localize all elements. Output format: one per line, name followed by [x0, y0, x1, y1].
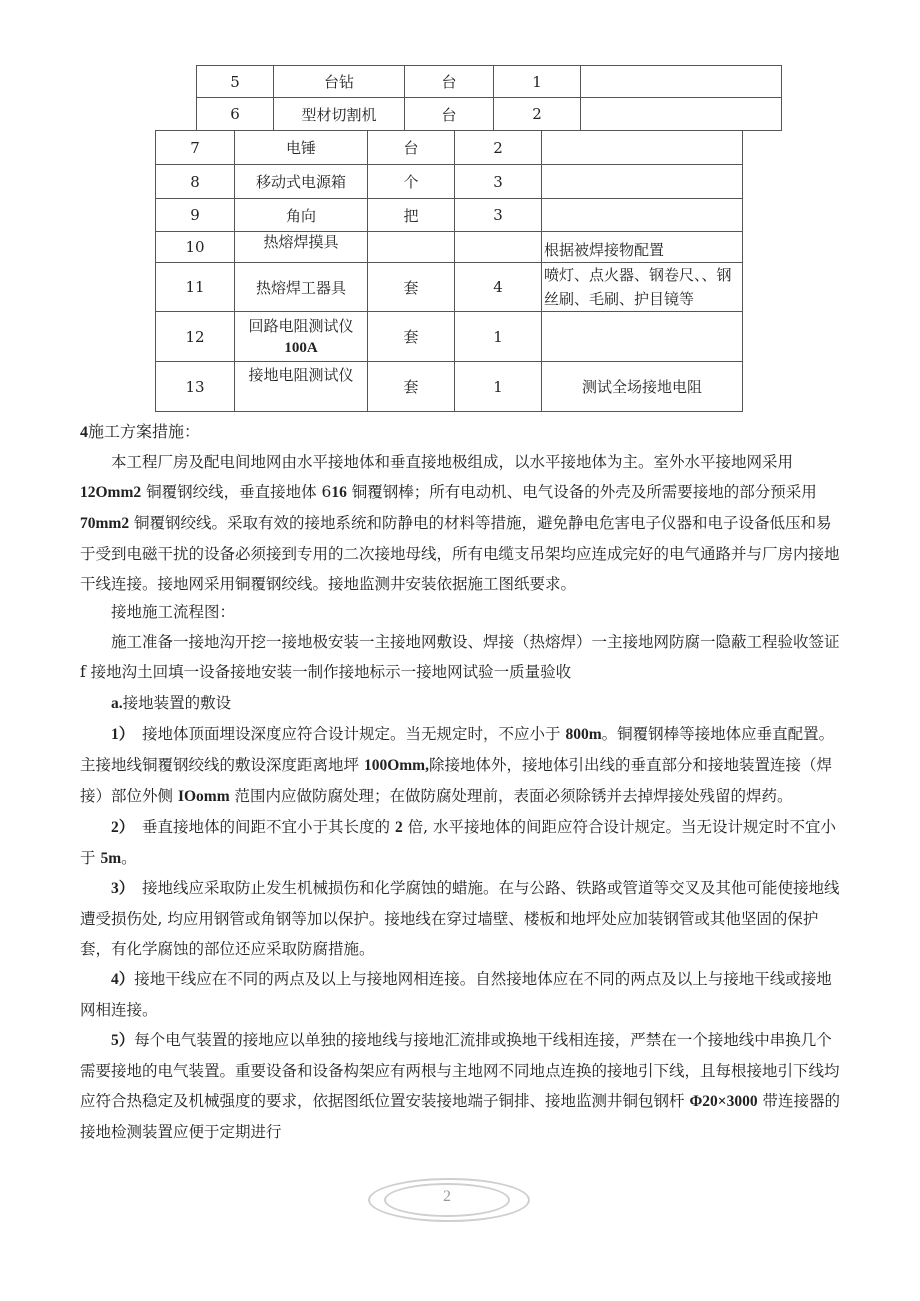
- section-number: 4: [80, 424, 88, 441]
- flow-text: 施工准备一接地沟开挖一接地极安装一主接地网敷设、焊接（热熔焊）一主接地网防腐一隐蔽工程验收签证 f 接地沟土回填一设备接地安装一制作接地标示一接地网试验一质量验收: [80, 633, 840, 681]
- page-number: 2: [443, 1188, 451, 1205]
- cell-unit: 台: [405, 98, 494, 131]
- cell-name: 型材切割机: [274, 98, 405, 131]
- intro-text-3: 铜覆钢棒；所有电动机、电气设备的外壳及所需要接地的部分预采用: [346, 483, 817, 501]
- section-heading: [80, 417, 845, 448]
- table-row: [156, 263, 743, 312]
- cell-name-line1: 回路电阻测试仪: [248, 316, 354, 335]
- cell-qty: 1: [455, 312, 542, 362]
- cell-unit: 套: [368, 312, 455, 362]
- cell-qty: 1: [455, 362, 542, 412]
- cell-note: 根据被焊接物配置: [542, 232, 743, 263]
- table-row: [156, 232, 743, 263]
- cell-no: 11: [156, 263, 235, 312]
- cell-unit: 把: [368, 199, 455, 232]
- cell-unit: [368, 232, 455, 263]
- list-item: 3） 接地线应采取防止发生机械损伤和化学腐蚀的蜡施。在与公路、铁路或管道等交叉及其他可能使接地线遭受损伤处, 均应用钢管或角钢等加以保护。接地线在穿过墙壁、楼板和地坪处应加装钢管或其他坚固的保护套，有化学腐蚀的部位还应采取防腐措施。: [80, 879, 840, 958]
- cell-no: 13: [156, 362, 235, 412]
- cell-name: 热熔焊工器具: [235, 263, 368, 312]
- page-number-badge: [368, 1178, 528, 1222]
- cell-qty: [455, 232, 542, 263]
- cell-qty: 3: [455, 199, 542, 232]
- table-row: [156, 312, 743, 362]
- table-row: [156, 199, 743, 232]
- subheading-title: 接地装置的敷设: [122, 694, 232, 712]
- cell-name: [235, 312, 368, 362]
- list-item: 1） 接地体顶面埋设深度应符合设计规定。当无规定时，不应小于 800m。铜覆钢棒等接地体应垂直配置。主接地线铜覆钢绞线的敷设深度距离地坪 100Omm,除接地体外，接地体引出线的垂直部分和接地装置连接（焊接）部位外侧 IOomm 范围内应做防腐处理；在做防腐处理前，表面必须除锈并去掉焊接处残留的焊药。: [80, 725, 835, 805]
- cell-no: 9: [156, 199, 235, 232]
- item-number: 5）: [111, 1032, 135, 1049]
- item-number: 2）: [111, 819, 127, 836]
- list-item: 2） 垂直接地体的间距不宜小于其长度的 2 倍, 水平接地体的间距应符合设计规定。当无设计规定时不宜小于 5m。: [80, 818, 836, 867]
- cell-note: 喷灯、点火器、钢卷尺、、钢丝刷、毛刷、护目镜等: [542, 263, 743, 312]
- cell-name: 台钻: [274, 66, 405, 98]
- cell-no: 8: [156, 165, 235, 199]
- cell-note: 测试全场接地电阻: [542, 362, 743, 412]
- subheading-label: a.: [111, 695, 123, 712]
- table-row: [197, 98, 782, 131]
- equipment-table-main: [155, 130, 743, 412]
- cell-name: 角向: [235, 199, 368, 232]
- cell-unit: 套: [368, 263, 455, 312]
- cell-unit: 套: [368, 362, 455, 412]
- table-row: [156, 362, 743, 412]
- intro-spec-70mm2: 70mm2: [80, 515, 130, 532]
- cell-no: 6: [197, 98, 274, 131]
- item-number: 4）: [111, 971, 135, 988]
- intro-text-1: 本工程厂房及配电间地网由水平接地体和垂直接地极组成，以水平接地体为主。室外水平接地网采用: [111, 453, 794, 471]
- cell-unit: 台: [368, 131, 455, 165]
- section-title: 施工方案措施：: [88, 422, 201, 441]
- cell-qty: 2: [455, 131, 542, 165]
- cell-note: [542, 312, 743, 362]
- cell-qty: 4: [455, 263, 542, 312]
- cell-note: [542, 131, 743, 165]
- cell-note: [542, 165, 743, 199]
- cell-qty: 1: [494, 66, 581, 98]
- cell-name: 接地电阻测试仪: [235, 362, 368, 412]
- flow-title: 接地施工流程图：: [111, 603, 236, 621]
- intro-text-2: 铜覆钢绞线，垂直接地体 6: [141, 483, 332, 501]
- intro-text-4: 铜覆钢绞线。采取有效的接地系统和防静电的材料等措施，避免静电危害电子仪器和电子设备低压和易于受到电磁干扰的设备必须接到专用的二次接地母线，所有电缆支吊架均应连成完好的电气通路并与厂房内接地干线连接。接地网采用铜覆钢绞线。接地监测井安装依据施工图纸要求。: [80, 514, 840, 593]
- item-number: 1）: [111, 726, 127, 743]
- intro-spec-16: 16: [331, 484, 347, 501]
- table-row: [197, 66, 782, 98]
- cell-note: [542, 199, 743, 232]
- list-item: 5）每个电气装置的接地应以单独的接地线与接地汇流排或换地干线相连接，严禁在一个接地线中串换几个需要接地的电气装置。重要设备和设备构架应有两根与主地网不同地点连换的接地引下线，且每根接地引下线均应符合热稳定及机械强度的要求，依据图纸位置安装接地端子铜排、接地监测井铜包钢杆 Φ20×3000 带连接器的接地检测装置应便于定期进行: [80, 1031, 841, 1141]
- cell-qty: 2: [494, 98, 581, 131]
- cell-note: [581, 66, 782, 98]
- intro-spec-120mm2: 12Omm2: [80, 484, 142, 501]
- cell-unit: 台: [405, 66, 494, 98]
- table-row: [156, 131, 743, 165]
- cell-name: 热熔焊摸具: [235, 232, 368, 263]
- list-item: 4）接地干线应在不同的两点及以上与接地网相连接。自然接地体应在不同的两点及以上与接地干线或接地网相连接。: [80, 970, 832, 1019]
- cell-unit: 个: [368, 165, 455, 199]
- subheading-a: [80, 688, 845, 719]
- cell-no: 12: [156, 312, 235, 362]
- cell-no: 7: [156, 131, 235, 165]
- cell-no: 5: [197, 66, 274, 98]
- cell-name: 电锤: [235, 131, 368, 165]
- table-row: [156, 165, 743, 199]
- cell-no: 10: [156, 232, 235, 263]
- equipment-table-top: [196, 65, 782, 131]
- cell-note: [581, 98, 782, 131]
- cell-name-line2: 100A: [284, 339, 318, 356]
- item-number: 3）: [111, 880, 127, 897]
- cell-name: 移动式电源箱: [235, 165, 368, 199]
- cell-qty: 3: [455, 165, 542, 199]
- intro-paragraph: [80, 447, 845, 599]
